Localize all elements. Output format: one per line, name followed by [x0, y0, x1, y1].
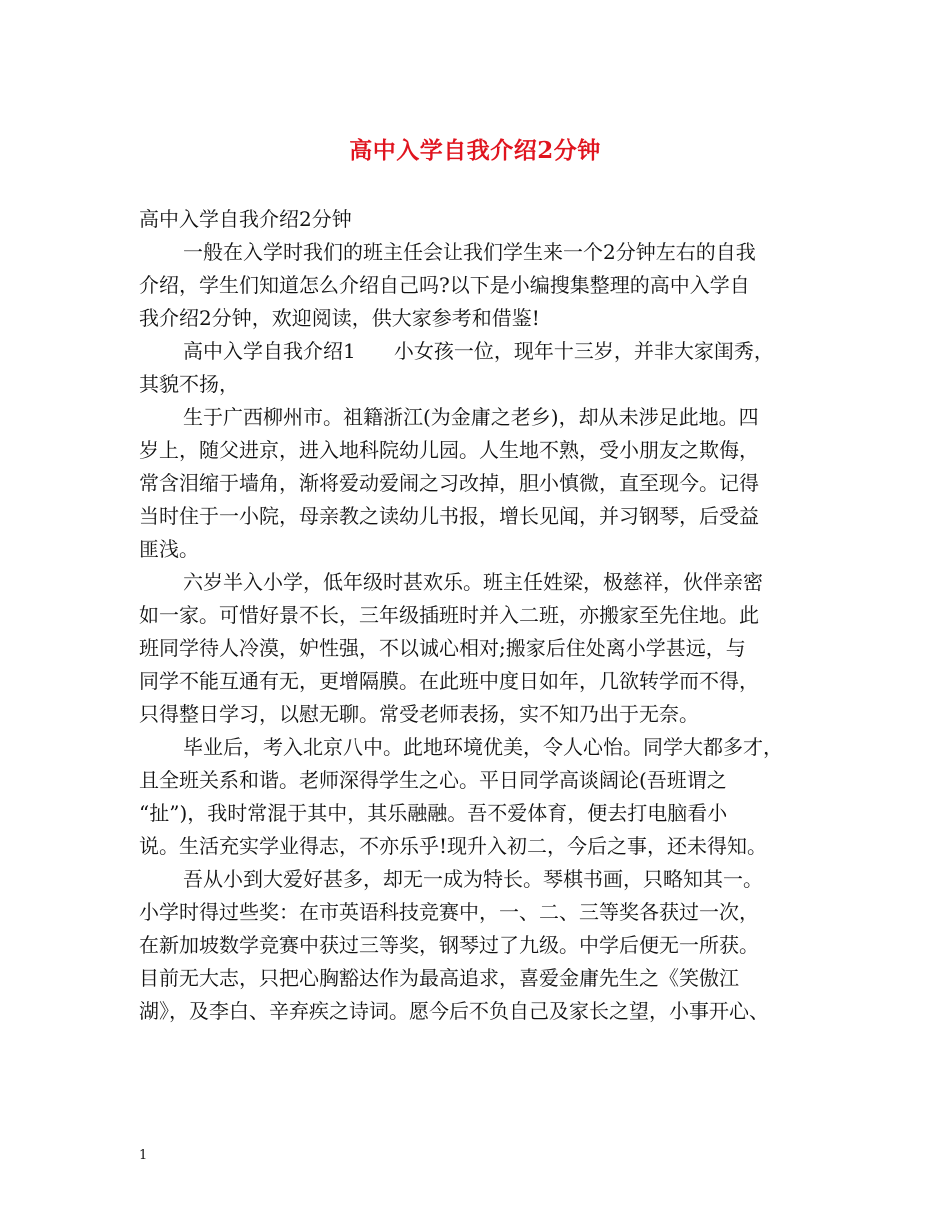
body-line: 同学不能互通有无，更增隔膜。在此班中度日如年，几欲转学而不得，: [139, 669, 759, 693]
document-title: 高中入学自我介绍2分钟: [349, 137, 601, 164]
body-line: 高中入学自我介绍1 小女孩一位，现年十三岁，并非大家闺秀，: [183, 339, 774, 363]
body-line: 常含泪缩于墙角，渐将爱动爱闹之习改掉，胆小慎微，直至现今。记得: [139, 471, 759, 495]
body-line: 当时住于一小院，母亲教之读幼儿书报，增长见闻，并习钢琴，后受益: [139, 504, 759, 528]
body-line: 只得整日学习，以慰无聊。常受老师表扬，实不知乃出于无奈。: [139, 702, 699, 726]
body-line: 我介绍2分钟，欢迎阅读，供大家参考和借鉴!: [139, 306, 540, 330]
body-line: 六岁半入小学，低年级时甚欢乐。班主任姓梁，极慈祥，伙伴亲密: [183, 570, 763, 594]
body-line: “扯”)，我时常混于其中，其乐融融。吾不爱体育，便去打电脑看小: [139, 801, 728, 825]
body-line: 其貌不扬，: [139, 372, 239, 396]
body-line: 班同学待人冷漠，妒性强，不以诚心相对;搬家后住处离小学甚远，与: [139, 636, 746, 660]
body-line: 说。生活充实学业得志，不亦乐乎!现升入初二，今后之事，还未得知。: [139, 834, 768, 858]
body-line: 生于广西柳州市。祖籍浙江(为金庸之老乡)，却从未涉足此地。四: [183, 405, 759, 429]
body-line: 介绍，学生们知道怎么介绍自己吗?以下是小编搜集整理的高中入学自: [139, 273, 750, 297]
page-number: 1: [139, 1148, 148, 1163]
body-line: 岁上，随父进京，进入地科院幼儿园。人生地不熟，受小朋友之欺侮，: [139, 438, 759, 462]
body-line: 且全班关系和谐。老师深得学生之心。平日同学高谈阔论(吾班谓之: [139, 768, 727, 792]
body-line: 一般在入学时我们的班主任会让我们学生来一个2分钟左右的自我: [183, 240, 756, 264]
body-line: 吾从小到大爱好甚多，却无一成为特长。琴棋书画，只略知其一。: [183, 867, 763, 891]
body-line: 小学时得过些奖：在市英语科技竞赛中，一、二、三等奖各获过一次，: [139, 900, 759, 924]
body-line: 目前无大志，只把心胸豁达作为最高追求，喜爱金庸先生之《笑傲江: [139, 966, 739, 990]
body-line: 在新加坡数学竞赛中获过三等奖，钢琴过了九级。中学后便无一所获。: [139, 933, 759, 957]
body-line: 匪浅。: [139, 537, 199, 561]
body-line: 高中入学自我介绍2分钟: [139, 207, 352, 231]
body-line: 湖》，及李白、辛弃疾之诗词。愿今后不负自己及家长之望，小事开心、: [139, 999, 769, 1023]
document-body: [139, 203, 829, 1028]
body-line: 如一家。可惜好景不长，三年级插班时并入二班，亦搬家至先住地。此: [139, 603, 759, 627]
body-line: 毕业后，考入北京八中。此地环境优美，令人心怡。同学大都多才，: [183, 735, 783, 759]
